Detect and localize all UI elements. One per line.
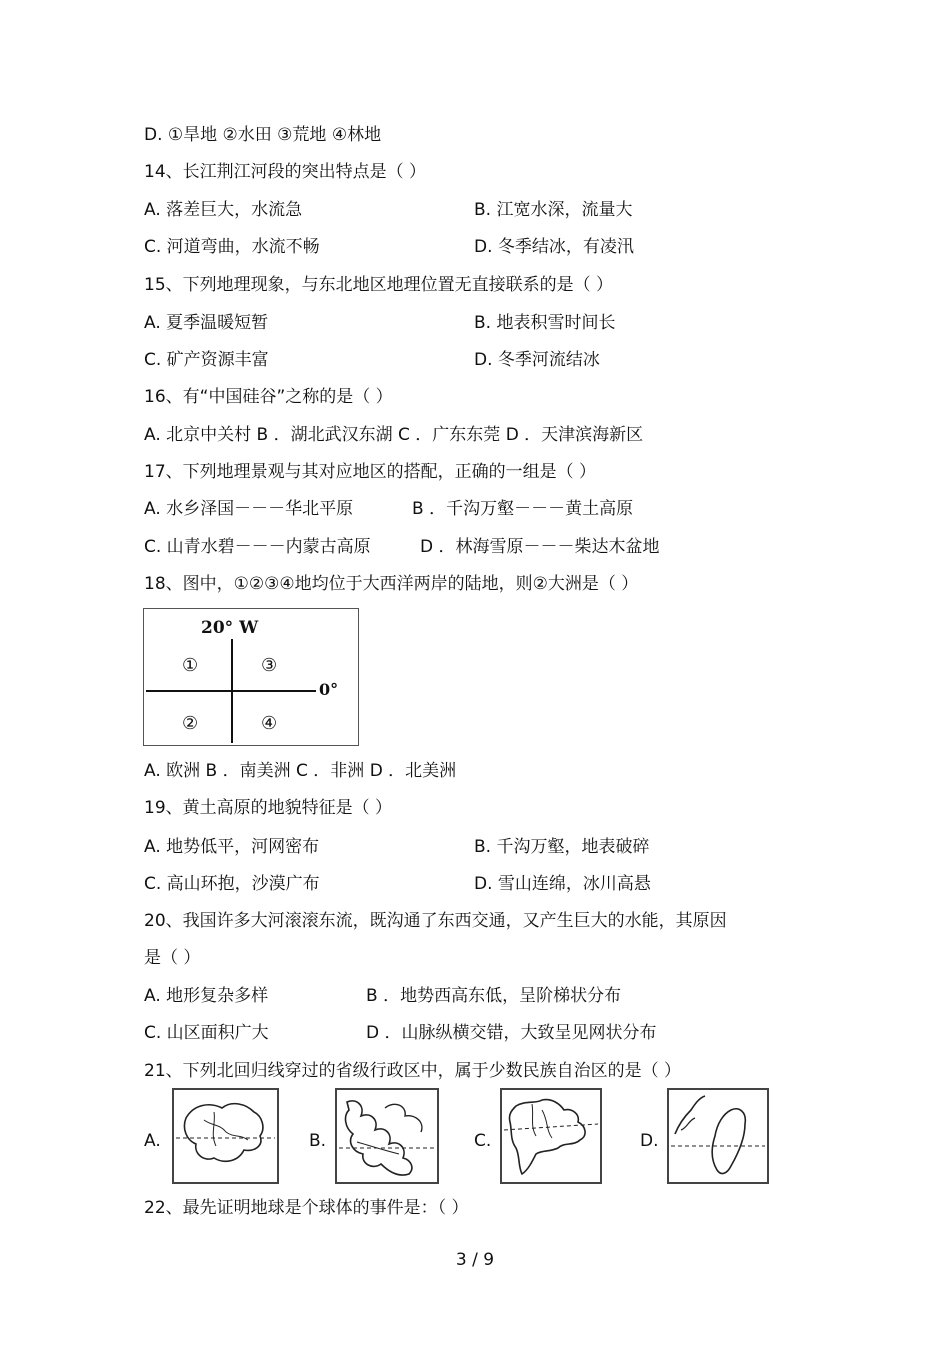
province-outline-d — [669, 1090, 767, 1182]
question-20-continued: 是（ ） — [144, 948, 201, 968]
q20-option-b: B ．地势西高东低，呈阶梯状分布 — [366, 986, 622, 1006]
q19-option-c: C. 高山环抱，沙漠广布 — [144, 874, 320, 894]
q21-option-c-map — [500, 1088, 602, 1184]
question-22: 22、最先证明地球是个球体的事件是：（ ） — [144, 1198, 469, 1218]
figure-18-region-2: ② — [182, 713, 199, 734]
question-19: 19、黄土高原的地貌特征是（ ） — [144, 798, 393, 818]
q21-option-b-label: B. — [309, 1131, 327, 1151]
q15-option-c: C. 矿产资源丰富 — [144, 350, 269, 370]
question-18: 18、图中，①②③④地均位于大西洋两岸的陆地，则②大洲是（ ） — [144, 574, 639, 594]
q20-option-a: A. 地形复杂多样 — [144, 986, 269, 1006]
q14-option-a: A. 落差巨大，水流急 — [144, 200, 303, 220]
q17-option-c: C. 山青水碧－－－内蒙古高原 — [144, 537, 371, 557]
q21-option-d-label: D. — [640, 1131, 659, 1151]
figure-18-latitude-label: 0° — [319, 680, 339, 699]
q20-option-c: C. 山区面积广大 — [144, 1023, 269, 1043]
q15-option-b: B. 地表积雪时间长 — [474, 313, 616, 333]
q20-option-d: D ．山脉纵横交错，大致呈见网状分布 — [366, 1023, 657, 1043]
q15-option-d: D. 冬季河流结冰 — [474, 350, 600, 370]
q19-option-d: D. 雪山连绵，冰川高悬 — [474, 874, 651, 894]
q14-option-c: C. 河道弯曲，水流不畅 — [144, 237, 320, 257]
q14-option-b: B. 江宽水深，流量大 — [474, 200, 633, 220]
page-number: 3 / 9 — [455, 1250, 495, 1270]
q21-option-b-map — [335, 1088, 439, 1184]
q17-option-d: D ．林海雪原－－－柴达木盆地 — [420, 537, 660, 557]
figure-18-quadrant-map — [143, 608, 359, 746]
question-16: 16、有“中国硅谷”之称的是（ ） — [144, 387, 393, 407]
question-15: 15、下列地理现象，与东北地区地理位置无直接联系的是（ ） — [144, 275, 614, 295]
question-20: 20、我国许多大河滚滚东流，既沟通了东西交通，又产生巨大的水能，其原因 — [144, 911, 727, 931]
figure-18-region-1: ① — [182, 655, 199, 676]
figure-18-region-3: ③ — [261, 655, 278, 676]
province-outline-b — [337, 1090, 437, 1182]
q15-option-a: A. 夏季温暖短暂 — [144, 313, 269, 333]
figure-18-region-4: ④ — [261, 713, 278, 734]
province-outline-a — [174, 1090, 277, 1182]
figure-18-svg — [144, 609, 358, 745]
q21-option-a-label: A. — [144, 1131, 161, 1151]
province-outline-c — [502, 1090, 600, 1182]
q17-option-a: A. 水乡泽国－－－华北平原 — [144, 499, 354, 519]
figure-18-longitude-label: 20° W — [201, 618, 259, 638]
q21-option-d-map — [667, 1088, 769, 1184]
q17-option-b: B ．千沟万壑－－－黄土高原 — [412, 499, 634, 519]
q18-options: A. 欧洲 B ．南美洲 C ．非洲 D ．北美洲 — [144, 761, 457, 781]
q19-option-a: A. 地势低平，河网密布 — [144, 837, 320, 857]
question-21: 21、下列北回归线穿过的省级行政区中，属于少数民族自治区的是（ ） — [144, 1061, 682, 1081]
q21-option-a-map — [172, 1088, 279, 1184]
q19-option-b: B. 千沟万壑，地表破碎 — [474, 837, 650, 857]
question-17: 17、下列地理景观与其对应地区的搭配，正确的一组是（ ） — [144, 462, 597, 482]
question-14: 14、长江荆江河段的突出特点是（ ） — [144, 162, 427, 182]
q16-options: A. 北京中关村 B ．湖北武汉东湖 C ．广东东莞 D ．天津滨海新区 — [144, 425, 644, 445]
q13-option-d: D. ①旱地 ②水田 ③荒地 ④林地 — [144, 125, 382, 145]
q21-option-c-label: C. — [474, 1131, 492, 1151]
q14-option-d: D. 冬季结冰，有凌汛 — [474, 237, 634, 257]
